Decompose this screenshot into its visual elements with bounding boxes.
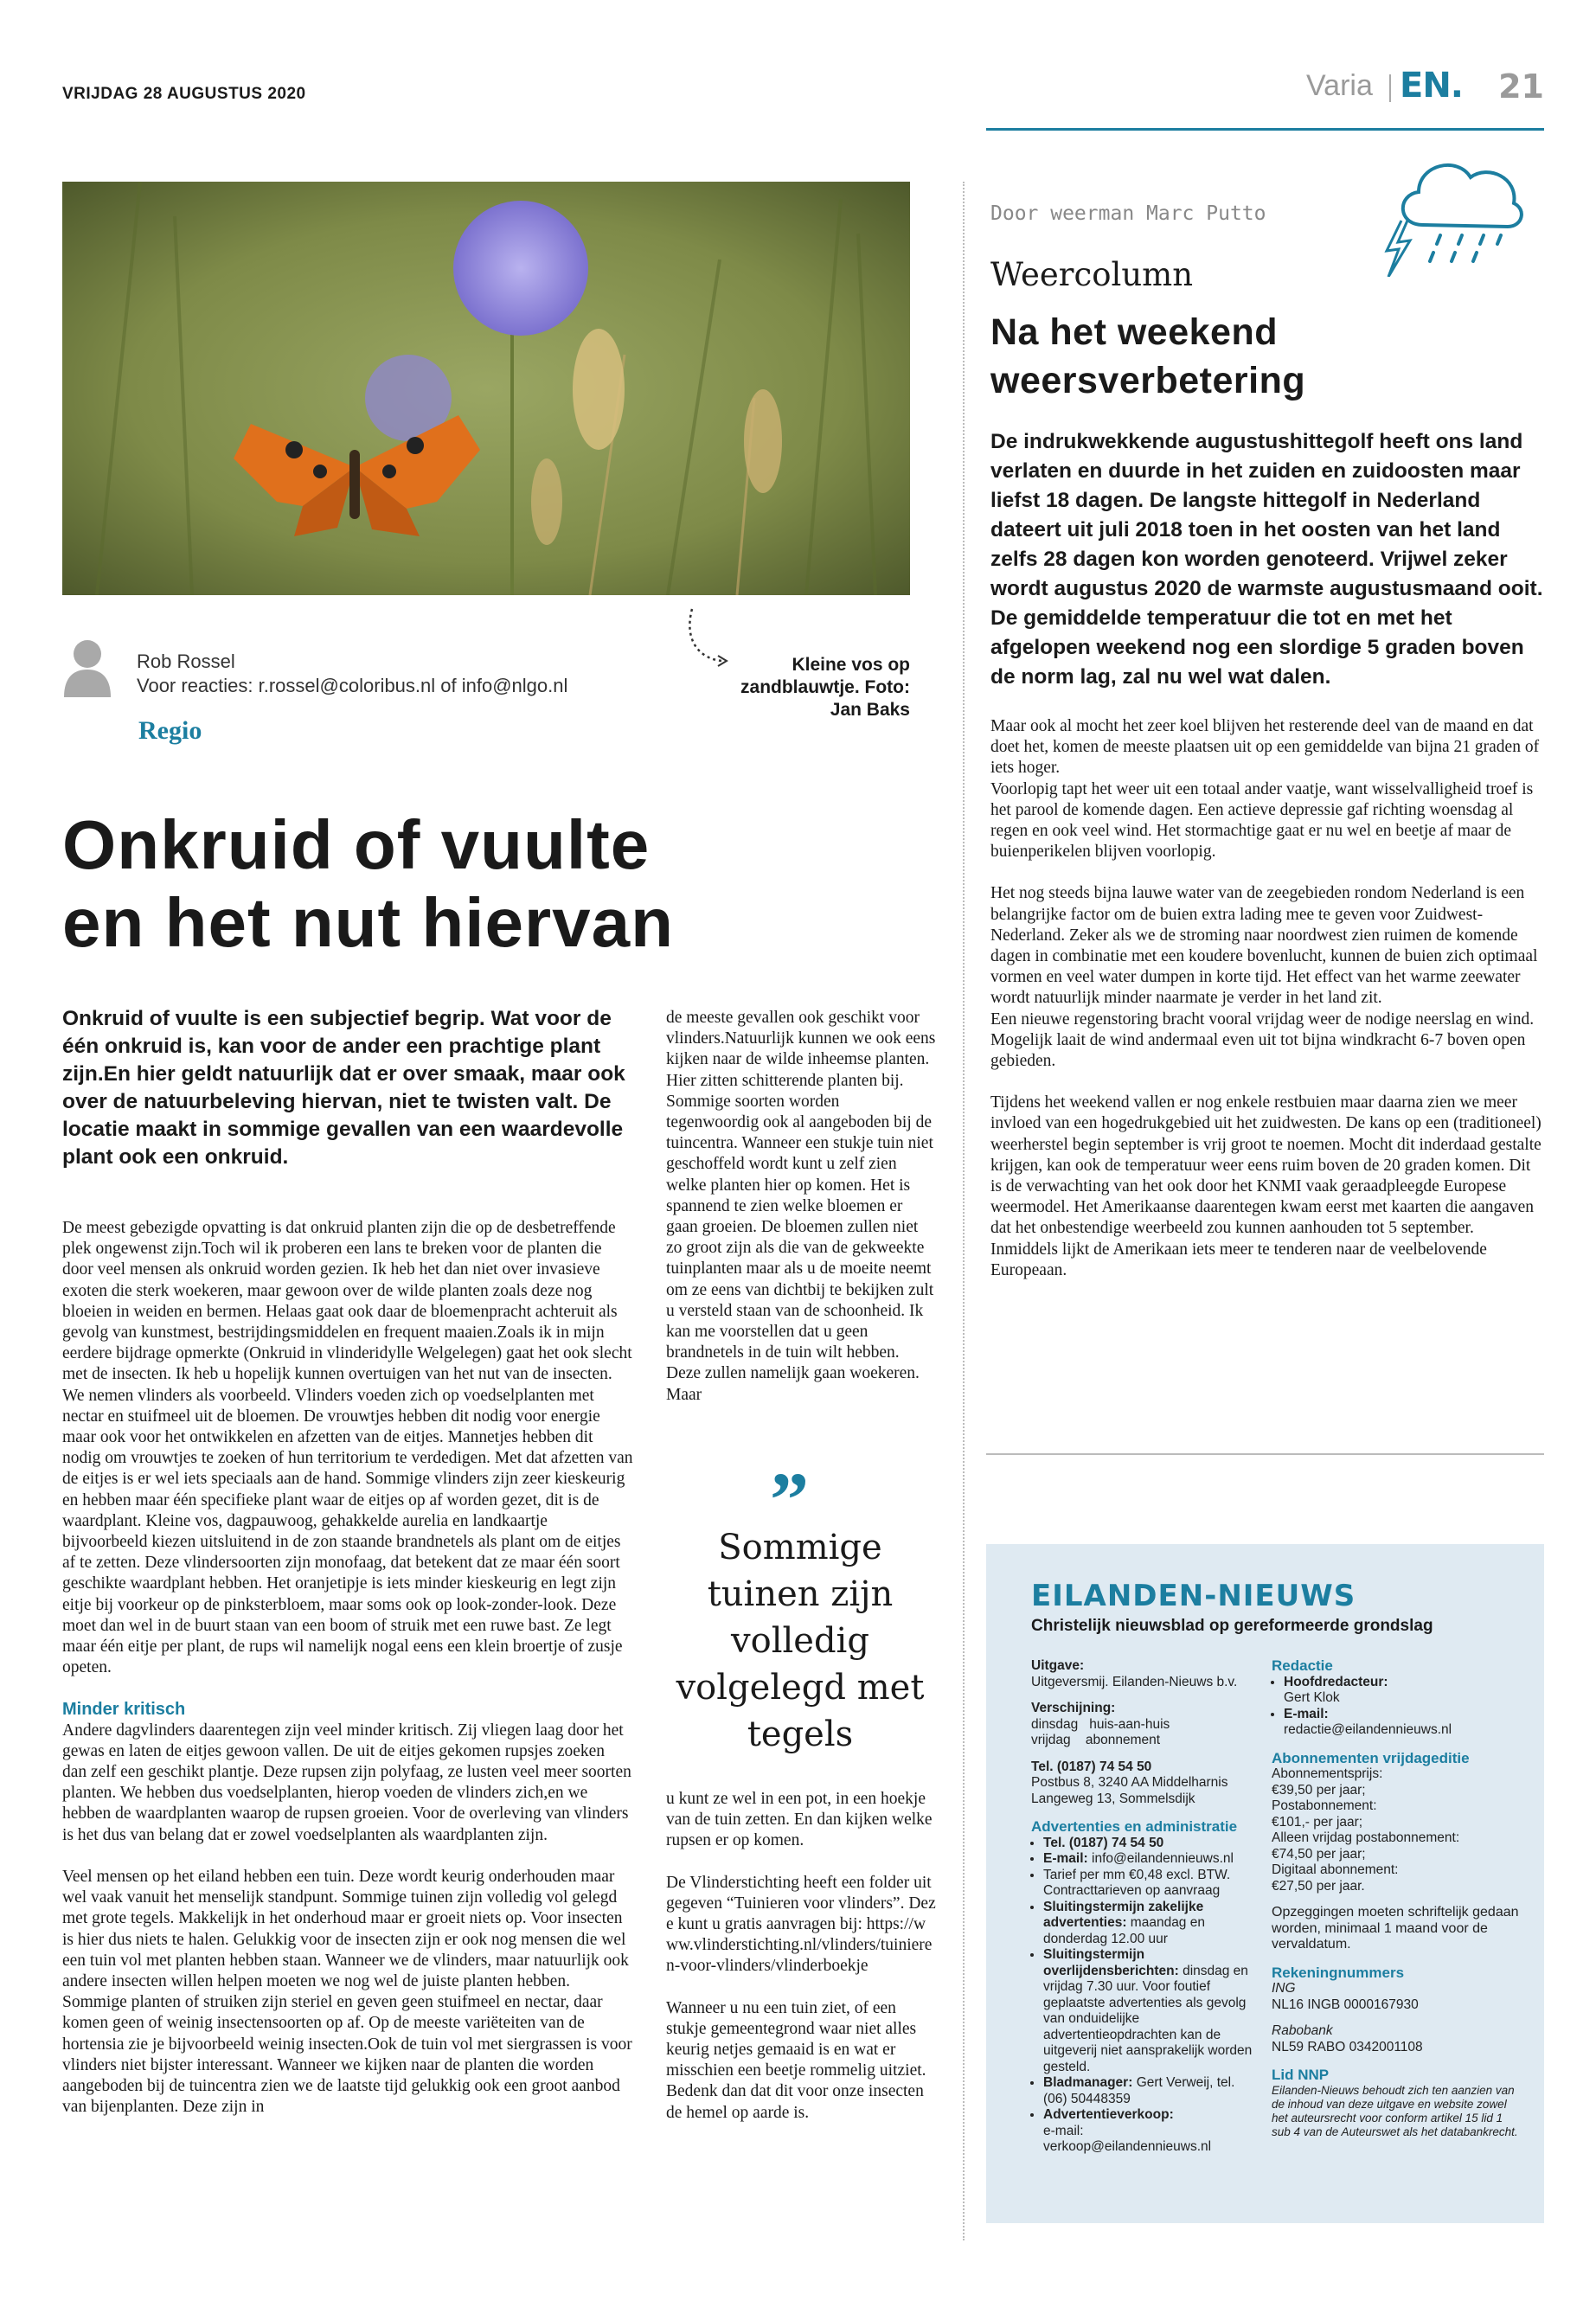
weather-headline-line-2: weersverbetering — [990, 360, 1306, 401]
person-icon — [62, 638, 112, 697]
colophon-text: Postbus 8, 3240 AA Middelharnis — [1031, 1775, 1228, 1790]
colophon-heading: Verschijning: — [1031, 1701, 1116, 1715]
colophon-bank-label: Rabobank — [1272, 2023, 1333, 2038]
section-label: Varia — [1306, 69, 1373, 102]
colophon-item: • Sluitingstermijn overlijdensberichten: dinsdag en vrijdag 7.30 uur. Voor foutief geplaatste advertenties als gevolg van onduidelijke advertentieopdrachten kan de uitgeverij niet aansprakelijk worden gesteld. — [1043, 1947, 1256, 2075]
colophon-text: NL16 INGB 0000167930 — [1272, 1997, 1419, 2012]
colophon-item: • Tel. (0187) 74 54 50 — [1043, 1836, 1256, 1852]
column-divider — [963, 182, 965, 2240]
author-name: Rob Rossel — [137, 651, 235, 672]
headline-line-1: Onkruid of vuulte — [62, 806, 651, 883]
weather-headline-line-1: Na het weekend — [990, 311, 1278, 353]
article-headline — [62, 806, 927, 962]
article-paragraph: De Vlinderstichting heeft een folder uitgegeven “Tuinieren voor vlinders”. Deze kunt u gratis aanvragen bij: https://www.vlinderstichting.nl/vlinders/tuinieren-voor-vlinders/vlinderboekje — [666, 1873, 936, 1976]
colophon-text: Abonnementsprijs: — [1272, 1766, 1383, 1781]
photo-caption: Kleine vos op zandblauwtje. Foto: Jan Baks — [740, 655, 910, 720]
author-contact: Voor reacties: r.rossel@coloribus.nl of info@nlgo.nl — [137, 675, 568, 696]
rain-thunder-cloud-icon — [1371, 147, 1527, 277]
article-column-1 — [62, 1218, 633, 2138]
colophon-section-heading: Lid NNP — [1272, 2067, 1330, 2083]
headline-line-2: en het nut hiervan — [62, 884, 674, 961]
colophon-text: dinsdag huis-aan-huis — [1031, 1716, 1170, 1732]
colophon-box — [986, 1544, 1544, 2223]
colophon-item: • Bladmanager: Gert Verweij, tel. (06) 50448359 — [1043, 2075, 1256, 2107]
colophon-text: €101,- per jaar; — [1272, 1814, 1363, 1830]
colophon-text: Uitgeversmij. Eilanden-Nieuws b.v. — [1031, 1674, 1238, 1689]
colophon-item: • Hoofdredacteur: Gert Klok — [1284, 1675, 1522, 1707]
weather-intro: De indrukwekkende augustushittegolf heeft ons land verlaten en duurde in het zuiden en zuidoosten maar liefst 18 dagen. De langste hittegolf in Nederland dateert uit juli 2018 toen in het oosten van het land zelfs 28 dagen kon worden genoteerd. Vrijwel zeker wordt augustus 2020 de warmste augustusmaand ooit. De gemiddelde temperatuur die tot en met het afgelopen weekend nog een slordige 5 graden boven de norm lag, zal nu wel wat dalen. — [990, 430, 1543, 689]
article-paragraph: Wanneer u nu een tuin ziet, of een stukje gemeentegrond waar niet alles keurig netjes gemaaid is en wat er misschien een beetje rommelig uitziet. Bedenk dan dat dit voor onze insecten de hemel op aarde is. — [666, 1998, 926, 2122]
colophon-text: NL59 RABO 0342001108 — [1272, 2039, 1423, 2054]
header-rule — [986, 128, 1544, 131]
article-subhead: Minder kritisch — [62, 1700, 186, 1720]
colophon-logo: EILANDEN-NIEUWS — [1031, 1579, 1356, 1613]
colophon-text: Alleen vrijdag postabonnement: — [1272, 1830, 1460, 1845]
butterfly-photo — [62, 182, 910, 595]
article-paragraph: de meeste gevallen ook geschikt voor vlinders.Natuurlijk kunnen we ook eens kijken naar de wilde inheemse planten. Hier zitten schitterende planten bij. Sommige soorten worden tegenwoordig ook al aangeboden bij de tuincentra. Wanneer een stukje tuin niet geschoffeld wordt kunt u zelf zien welke planten hier op komen. Het is spannend te zien welke bloemen er gaan groeien. De bloemen zullen niet zo groot zijn als die van de gekweekte tuinplanten maar als u de moeite neemt om ze eens van dichtbij te bekijken zult u versteld staan van de schoonheid. Ik kan me voorstellen dat u geen brandnetels in de tuin wilt hebben. Deze zullen namelijk gaan woekeren. Maar — [666, 1009, 936, 1404]
colophon-section-heading: Rekeningnummers — [1272, 1964, 1405, 1981]
weather-paragraph: Het nog steeds bijna lauwe water van de zeegebieden rondom Nederland is een belangrijke factor om de buien extra lading mee te geven voor Zuidwest-Nederland. Zeker als we de stroming naar noordwest zien ruimen de komende dagen in combinatie met een koudere bovenlucht, kunnen de buien zich optimaal vormen en veel water dumpen in korte tijd. Het effect van het warme zeewater wordt natuurlijk minder naarmate je verder in het land zit. — [990, 884, 1538, 1008]
colophon-phone: Tel. (0187) 74 54 50 — [1031, 1759, 1152, 1774]
colophon-section-heading: Redactie — [1272, 1657, 1333, 1674]
weather-headline — [990, 308, 1509, 405]
colophon-text: Langeweg 13, Sommelsdijk — [1031, 1791, 1195, 1806]
colophon-bank-label: ING — [1272, 1981, 1296, 1996]
colophon-item: • Advertentieverkoop: e-mail: verkoop@eilandennieuws.nl — [1043, 2107, 1256, 2156]
colophon-text: €74,50 per jaar; — [1272, 1846, 1366, 1862]
article-column-2-continued — [666, 1789, 936, 2144]
colophon-section-heading: Abonnementen vrijdageditie — [1272, 1749, 1470, 1766]
colophon-text: €27,50 per jaar. — [1272, 1878, 1365, 1894]
article-paragraph: Andere dagvlinders daarentegen zijn veel minder kritisch. Zij vliegen laag door het gewas en laten de eitjes gewoon vallen. De uit de eitjes gekomen rupsjes zoeken dan zelf een geschikt plantje. Deze rupsen zijn polyfaag, ze lusten veel meer soorten planten. We hebben dus voedselplanten, hierop voeden de vlinders zich,en we hebben de waardplanten waarop de rupsen groeien. Voor de overleving van vlinders is het dus van belang dat er zowel voedselplanten als waardplanten zijn. — [62, 1721, 631, 1844]
newspaper-logo: EN. — [1400, 66, 1463, 106]
pull-quote: Sommige tuinen zijn volledig volgelegd met tegels — [676, 1528, 925, 1754]
article-column-2 — [666, 1008, 936, 1426]
colophon-item: • Tarief per mm €0,48 excl. BTW. Contracttarieven op aanvraag — [1043, 1868, 1256, 1900]
quote-mark-icon: ” — [770, 1458, 809, 1543]
weather-body — [990, 716, 1544, 1302]
colophon-heading: Uitgave: — [1031, 1658, 1085, 1673]
header-divider — [1389, 74, 1391, 102]
weather-rule — [986, 1453, 1544, 1455]
region-tag: Regio — [138, 716, 202, 745]
weather-paragraph: Voorlopig tapt het weer uit een totaal ander vaatje, want wisselvalligheid troef is het parool de komende dagen. Een actieve depressie gaf richting woensdag al regen en ook veel wind. Het stormachtige gaat er nu wel en beetje af maar de buienperikelen blijven voorlopig. — [990, 779, 1534, 862]
weather-paragraph: Een nieuwe regenstoring bracht vooral vrijdag weer de nodige neerslag en wind. Mogelijk laait de wind andermaal even uit tot bijna windkracht 6-7 boven open gebieden. — [990, 1009, 1535, 1071]
colophon-text: €39,50 per jaar; — [1272, 1782, 1366, 1798]
weather-kicker: Weercolumn — [990, 256, 1194, 293]
colophon-note: Opzeggingen moeten schriftelijk gedaan worden, minimaal 1 maand voor de vervaldatum. — [1272, 1905, 1519, 1952]
article-paragraph: Veel mensen op het eiland hebben een tuin. Deze wordt keurig onderhouden maar wel vaak vanuit het menselijk standpunt. Sommige tuinen zijn volledig vol gelegd met grote tegels. Makkelijk in het onderhoud maar er groeit niets op. Voor insecten is hier dus niets te halen. Gelukkig voor de insecten zijn er ook nog mensen die wel een tuin vol met planten hebben staan. Wanneer we de vlinders, maar natuurlijk ook andere insecten willen helpen moeten we nog wel de juiste planten hebben. Sommige planten of struiken zijn steriel en geven geen stuifmeel en nectar, daar komen geen of weinig insectensoorten op af. Op de meeste variëteiten van de hortensia zie je bijvoorbeeld weinig insecten.Ook de tuin vol met siergrassen is voor vlinders niet bijster interessant. Wanneer we kijken naar de planten die worden aangeboden bij de tuincentra zien we de laatste tijd gelukkig ook een groot aanbod van bijenplanten. Deze zijn in — [62, 1867, 632, 2117]
colophon-text: Digitaal abonnement: — [1272, 1862, 1399, 1877]
article-paragraph: u kunt ze wel in een pot, in een hoekje van de tuin zetten. En dan kijken welke rupsen er op komen. — [666, 1790, 933, 1850]
colophon-item: • E-mail: info@eilandennieuws.nl — [1043, 1851, 1256, 1868]
colophon-left-column — [1031, 1658, 1256, 2156]
colophon-tagline: Christelijk nieuwsblad op gereformeerde grondslag — [1031, 1617, 1433, 1635]
colophon-text: vrijdag abonnement — [1031, 1733, 1161, 1747]
colophon-item: • Sluitingstermijn zakelijke advertenties: maandag en donderdag 12.00 uur — [1043, 1900, 1256, 1948]
colophon-right-column — [1272, 1658, 1522, 2139]
colophon-note: Eilanden-Nieuws behoudt zich ten aanzien van de inhoud van deze uitgave en website zowel het auteursrecht voor conform artikel 15 lid 1 sub 4 van de Auteurswet als het databankrecht. — [1272, 2083, 1518, 2138]
weather-byline: Door weerman Marc Putto — [990, 202, 1266, 225]
colophon-item: • E-mail: redactie@eilandennieuws.nl — [1284, 1707, 1522, 1739]
weather-paragraph: Maar ook al mocht het zeer koel blijven het resterende deel van de maand en dat doet het, komen de meeste plaatsen uit op een gemiddelde van bijna 21 graden of iets hoger. — [990, 717, 1540, 778]
weather-paragraph: Tijdens het weekend vallen er nog enkele restbuien maar daarna zien we meer invloed van een hogedrukgebied uit het zuidwesten. De kans op een (traditioneel) weerherstel begin september is vrij groot te noemen. Mocht dit inderdaad gestalte krijgen, kan ook de temperatuur weer eens ruim boven de 20 graden komen. Dit is de verwachting van het ook door het KNMI vaak geraadpleegde Europese weermodel. Het Amerikaanse daarentegen kwam eerst met kaarten die aangaven dat het onbestendige weerbeeld zou kunnen aanhouden tot 5 september. Inmiddels lijkt de Amerikaan iets meer te tenderen naar de veelbelovende Europeaan. — [990, 1093, 1542, 1279]
colophon-section-heading: Advertenties en administratie — [1031, 1818, 1238, 1835]
date-line: VRIJDAG 28 AUGUSTUS 2020 — [62, 85, 306, 103]
article-paragraph: De meest gebezigde opvatting is dat onkruid planten zijn die op de desbetreffende plek ongewenst zijn.Toch wil ik proberen een lans te breken voor de planten die door veel mensen als onkruid worden gezien. Ik heb het dan niet over invasieve exoten die sterk woekeren, maar gewoon over de wilde planten zoals deze nog bloeien in weiden en bermen. Helaas gaat ook daar de bloemenpracht achteruit als gevolg van kunstmest, bestrijdingsmiddelen en frequent maaien.Zoals ik in mijn eerdere bijdrage opmerkte (Onkruid in vlinderidylle Welgelegen) gaat het ook slecht met de insecten. Ik heb u hopelijk kunnen overtuigen van het nut van de insecten. We nemen vlinders als voorbeeld. Vlinders voeden zich op voedselplanten met nectar en stuifmeel uit de bloemen. De vrouwtjes hebben dit nodig voor energie maar ook voor het ontwikkelen en afzetten van de eitjes. Mannetjes hebben dit nodig om vrouwtjes te zoeken of hun territorium te verdedigen. Met dat afzetten van de eitjes is er wel iets speciaals aan de hand. Sommige vlinders zijn zeer kieskeurig en hebben maar één specifieke plant waar de eitjes op af worden gezet, dit is de waardplant. Kleine vos, dagpauwoog, gehakkelde aurelia en landkaartje bijvoorbeeld kiezen uitsluitend in de zon staande brandnetels als plant om de eitjes af te zetten. Deze vlindersoorten zijn monofaag, dat betekent dat ze maar één soort geschikte waardplant hebben. Het oranjetipje is iets minder kieskeurig en legt zijn eitje bij voorkeur op de pinksterbloem, maar soms ook op look-zonder-look. Deze moet dan wel in de buurt staan van een boom of struik met een ruwe bast. Ze legt maar één eitje per plant, de rups wil namelijk nogal eens een klein broertje of zusje opeten. — [62, 1219, 633, 1677]
colophon-text: Postabonnement: — [1272, 1798, 1377, 1813]
page-number: 21 — [1498, 67, 1544, 106]
page-header — [1306, 66, 1544, 109]
article-intro: Onkruid of vuulte is een subjectief begrip. Wat voor de één onkruid is, kan voor de ander een prachtige plant zijn.En hier geldt natuurlijk dat er over smaak, maar ook over de natuurbeleving hiervan, niet te twisten valt. De locatie maakt in sommige gevallen van een waardevolle plant ook een onkruid. — [62, 1007, 625, 1169]
